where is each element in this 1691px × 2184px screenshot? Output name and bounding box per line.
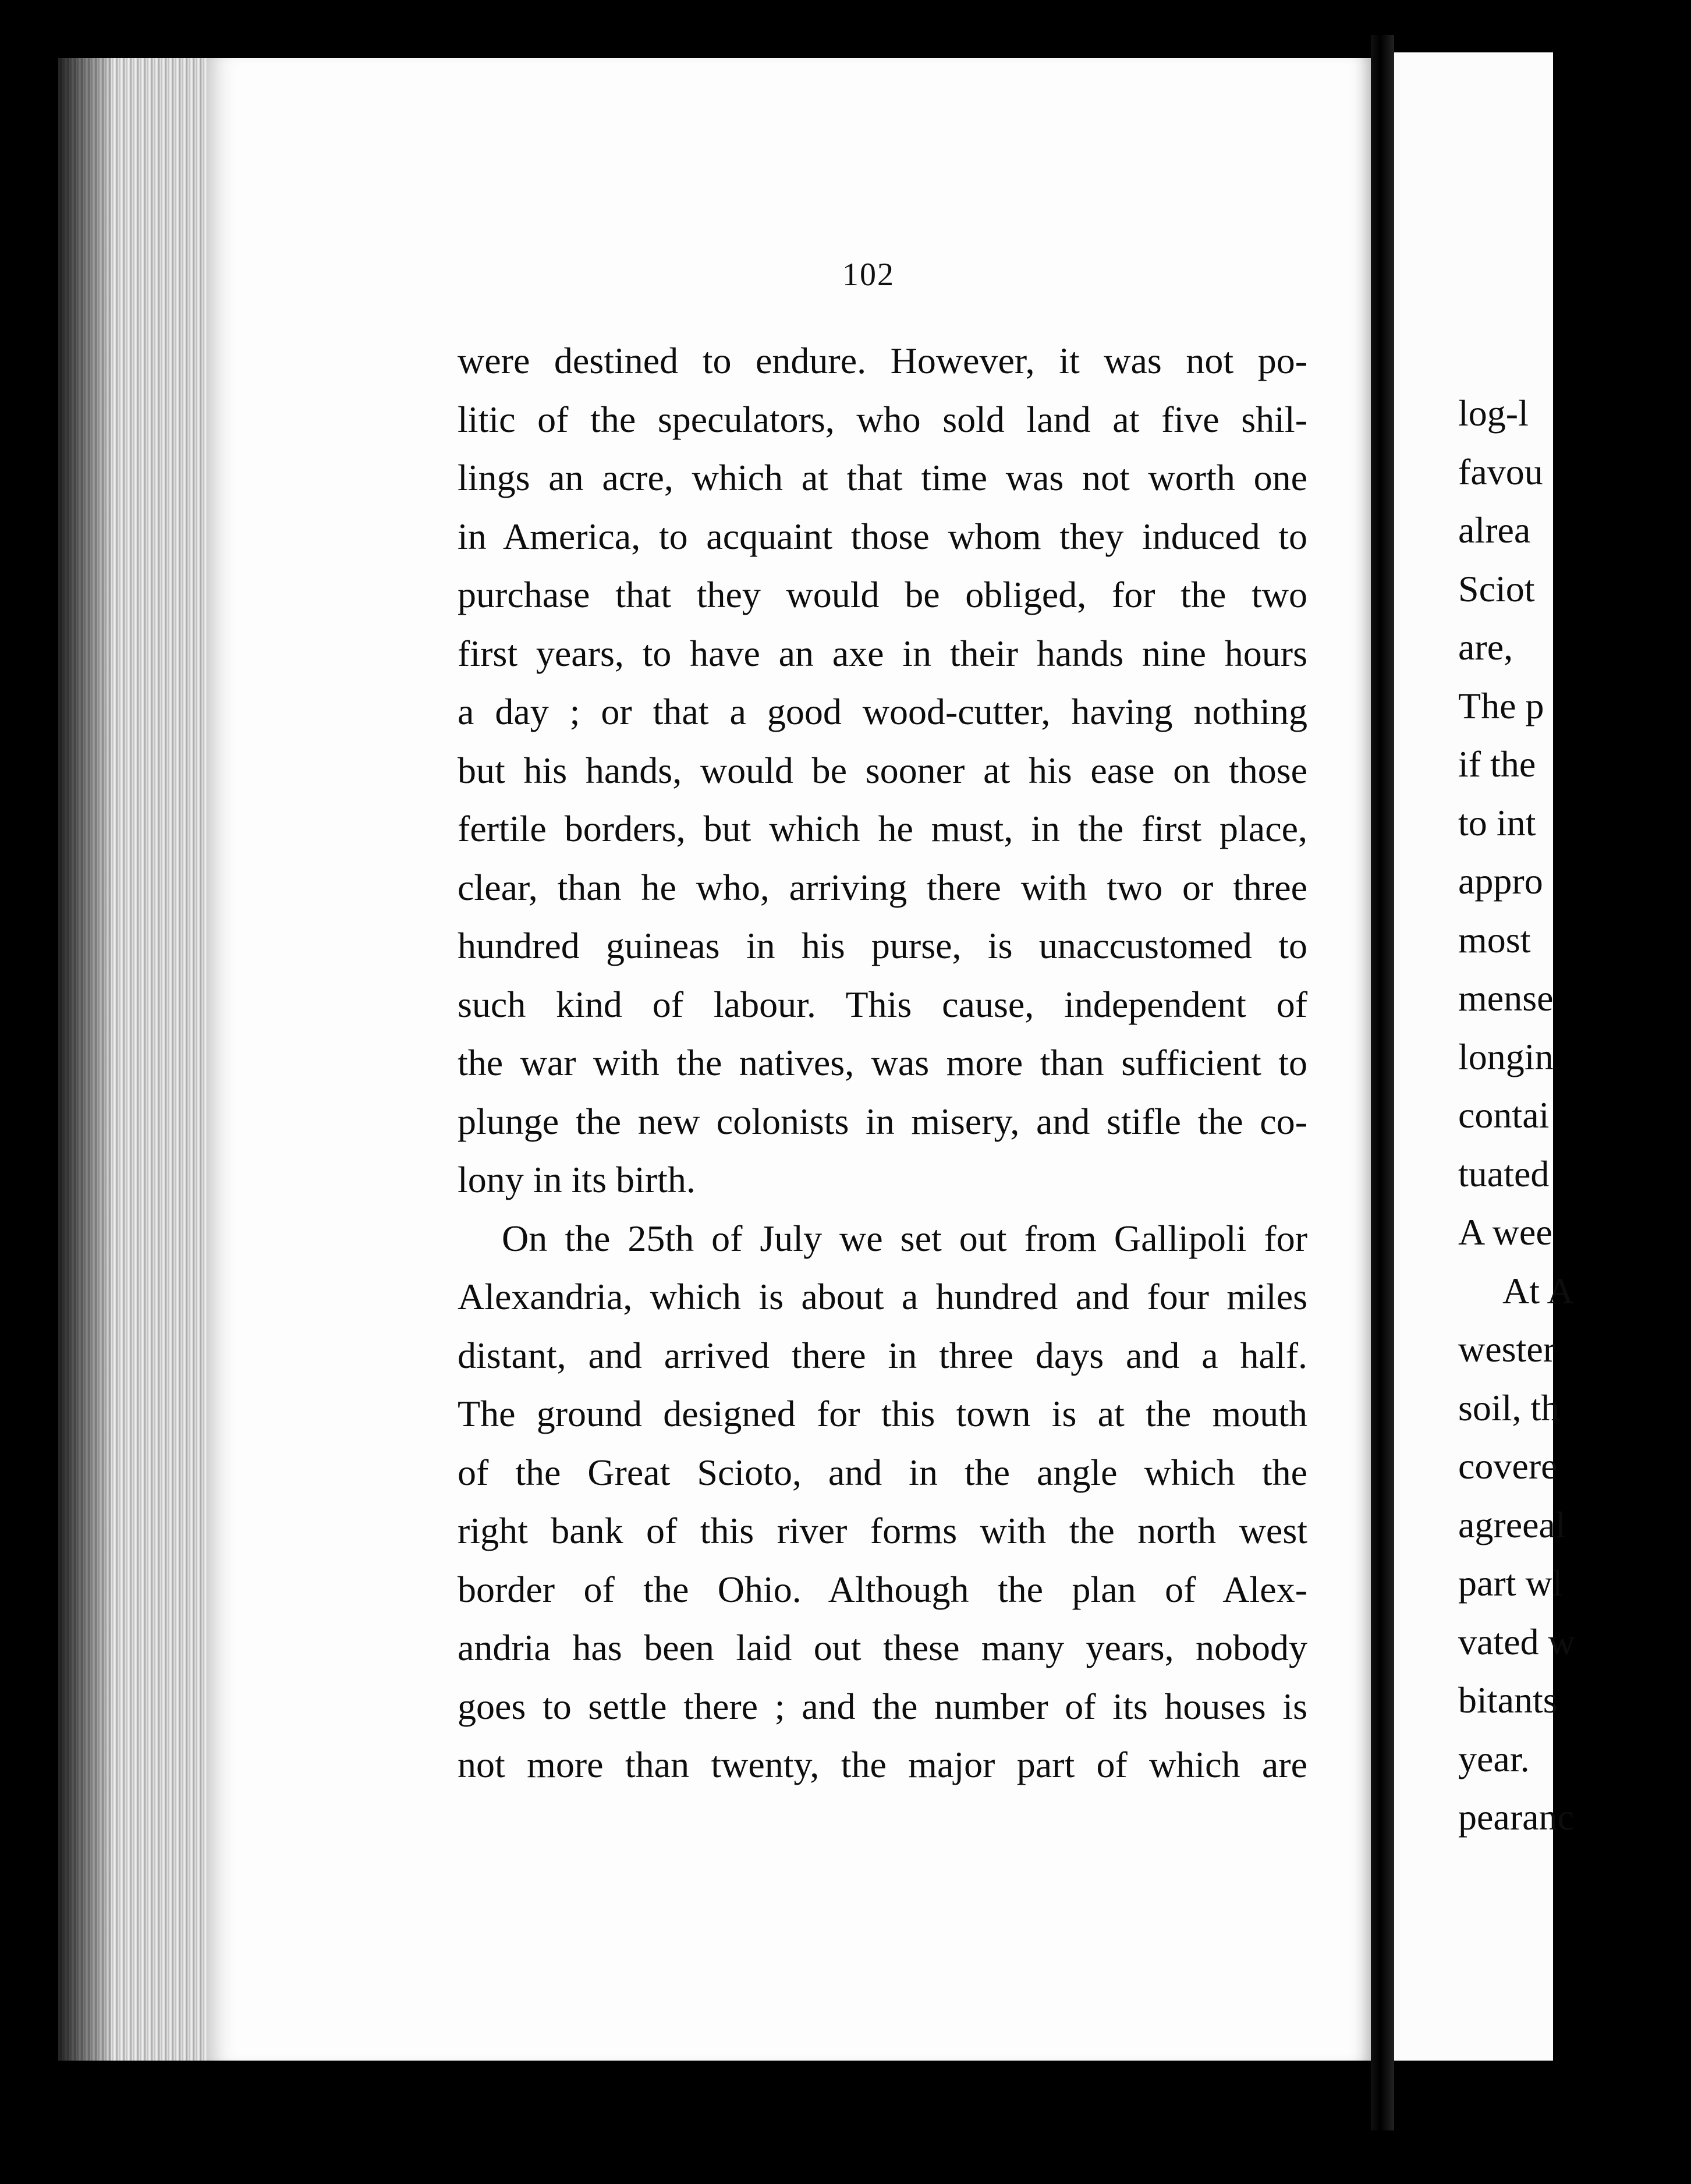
text-line: contai: [1458, 1094, 1550, 1136]
text-line: longin: [1458, 1036, 1554, 1077]
text-line: The p: [1458, 685, 1544, 726]
text-line: vated w: [1458, 1621, 1575, 1662]
text-line: Alexandria, which is about a hundred and four miles: [458, 1276, 1307, 1317]
book-gutter: [1371, 35, 1394, 2130]
text-line: wester: [1458, 1328, 1556, 1370]
text-line: clear, than he who, arriving there with two or three: [458, 866, 1307, 908]
right-page: [1394, 52, 1575, 2061]
text-line: of the Great Scioto, and in the angle which the: [458, 1451, 1307, 1493]
text-line: plunge the new colonists in misery, and stifle the co-: [458, 1100, 1307, 1142]
text-line: alrea: [1458, 509, 1531, 551]
text-line: The ground designed for this town is at the mouth: [458, 1393, 1307, 1434]
text-line: year.: [1458, 1738, 1530, 1779]
text-line: but his hands, would be sooner at his ease on those: [458, 749, 1307, 791]
text-line: agreeal: [1458, 1504, 1566, 1545]
text-line: in America, to acquaint those whom they induced to: [458, 515, 1307, 557]
text-line: most: [1458, 919, 1531, 960]
text-line: pearanc: [1458, 1796, 1574, 1838]
page-stack-shadow: [58, 58, 111, 2061]
text-line: log-l: [1458, 392, 1529, 434]
text-line: to int: [1458, 802, 1536, 843]
body-text: [458, 332, 1307, 1795]
text-line: tuated: [1458, 1153, 1550, 1194]
text-line: covere: [1458, 1445, 1558, 1487]
text-line: favou: [1458, 451, 1543, 492]
text-line: lony in its birth.: [458, 1159, 696, 1200]
text-line: purchase that they would be obliged, for the two: [458, 574, 1307, 615]
text-line: goes to settle there ; and the number of its houses is: [458, 1685, 1307, 1727]
page-number: 102: [842, 257, 895, 293]
text-line: hundred guineas in his purse, is unaccustomed to: [458, 925, 1307, 966]
text-line: right bank of this river forms with the north west: [458, 1510, 1307, 1551]
text-line: are,: [1458, 626, 1513, 668]
text-line: litic of the speculators, who sold land at five shil-: [458, 398, 1307, 440]
text-line: distant, and arrived there in three days and a half.: [458, 1334, 1307, 1376]
text-line: bitants: [1458, 1679, 1558, 1721]
right-page-text: [1458, 384, 1691, 1847]
text-line: A wee: [1458, 1211, 1552, 1253]
text-line: a day ; or that a good wood-cutter, having nothing: [458, 691, 1307, 732]
text-line: if the: [1458, 743, 1536, 785]
text-line: part wl: [1458, 1562, 1563, 1604]
text-line: not more than twenty, the major part of which are: [458, 1744, 1307, 1785]
text-line: were destined to endure. However, it was not po-: [458, 340, 1307, 381]
text-line: the war with the natives, was more than sufficient to: [458, 1042, 1307, 1083]
text-line: soil, th: [1458, 1387, 1560, 1428]
text-line: On the 25th of July we set out from Gallipoli for: [502, 1217, 1307, 1259]
text-line: such kind of labour. This cause, independent of: [458, 983, 1307, 1025]
text-line: appro: [1458, 860, 1543, 902]
text-line: first years, to have an axe in their hands nine hours: [458, 632, 1307, 674]
text-line: andria has been laid out these many years, nobody: [458, 1627, 1307, 1668]
text-line: lings an acre, which at that time was not worth one: [458, 457, 1307, 498]
text-line: At A: [1502, 1270, 1574, 1311]
text-line: mense: [1458, 977, 1554, 1019]
text-line: border of the Ohio. Although the plan of Alex-: [458, 1568, 1307, 1610]
text-line: Sciot: [1458, 568, 1535, 609]
text-line: fertile borders, but which he must, in the first place,: [458, 808, 1307, 849]
